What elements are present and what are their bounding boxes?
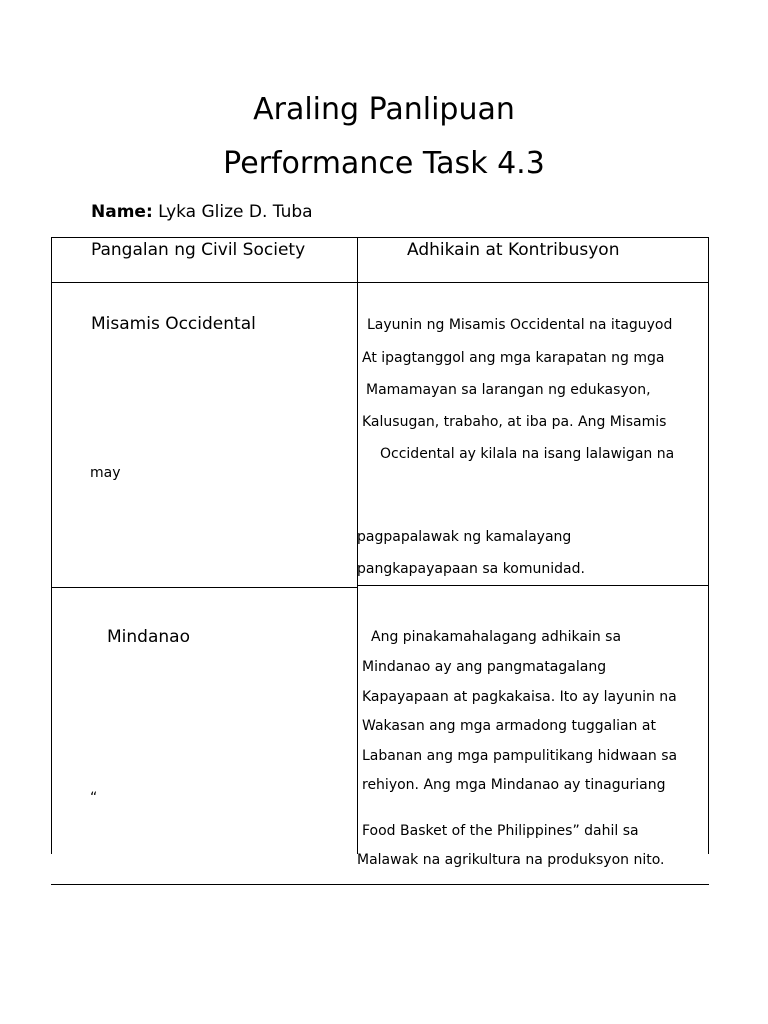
row-text-line: Ang pinakamahalagang adhikain sa: [371, 629, 622, 645]
document-subtitle: Performance Task 4.3: [223, 146, 545, 181]
document-title: Araling Panlipuan: [253, 92, 515, 127]
table-row-divider-right: [357, 585, 709, 586]
row-text-line: Mindanao ay ang pangmatagalang: [362, 659, 607, 675]
table-column-divider: [357, 237, 358, 854]
row-name: Mindanao: [107, 627, 190, 647]
table-border-top: [51, 237, 709, 238]
row-text-line: Mamamayan sa larangan ng edukasyon,: [366, 382, 651, 398]
table-border-left: [51, 237, 52, 854]
row-name: Misamis Occidental: [91, 314, 256, 334]
row-text-line: Kalusugan, trabaho, at iba pa. Ang Misamis: [362, 414, 667, 430]
row-text-line: rehiyon. Ang mga Mindanao ay tinaguriang: [362, 777, 666, 793]
table-border-right: [708, 237, 709, 854]
row-text-line: Kapayapaan at pagkakaisa. Ito ay layunin na: [362, 689, 677, 705]
row-text-line: pagpapalawak ng kamalayang: [357, 529, 572, 545]
student-name: [91, 202, 313, 222]
row-stray-text: “: [90, 790, 98, 806]
row-text-line: Layunin ng Misamis Occidental na itaguyod: [367, 317, 673, 333]
row-text-line: Labanan ang mga pampulitikang hidwaan sa: [362, 748, 678, 764]
row-text-line: At ipagtanggol ang mga karapatan ng mga: [362, 350, 665, 366]
table-header-divider: [51, 282, 709, 283]
row-text-line: Food Basket of the Philippines” dahil sa: [362, 823, 639, 839]
row-text-line: Malawak na agrikultura na produksyon nito.: [357, 852, 665, 868]
row-text-line: Wakasan ang mga armadong tuggalian at: [362, 718, 656, 734]
row-stray-text: may: [90, 465, 121, 481]
name-label: Name:: [91, 202, 153, 222]
table-header-name: Pangalan ng Civil Society: [91, 240, 306, 260]
row-text-line: pangkapayapaan sa komunidad.: [357, 561, 585, 577]
row-text-line: Occidental ay kilala na isang lalawigan na: [380, 446, 675, 462]
table-border-bottom: [51, 884, 709, 885]
table-row-divider-left: [51, 587, 357, 588]
name-value: Lyka Glize D. Tuba: [152, 202, 313, 222]
table-header-contribution: Adhikain at Kontribusyon: [407, 240, 620, 260]
